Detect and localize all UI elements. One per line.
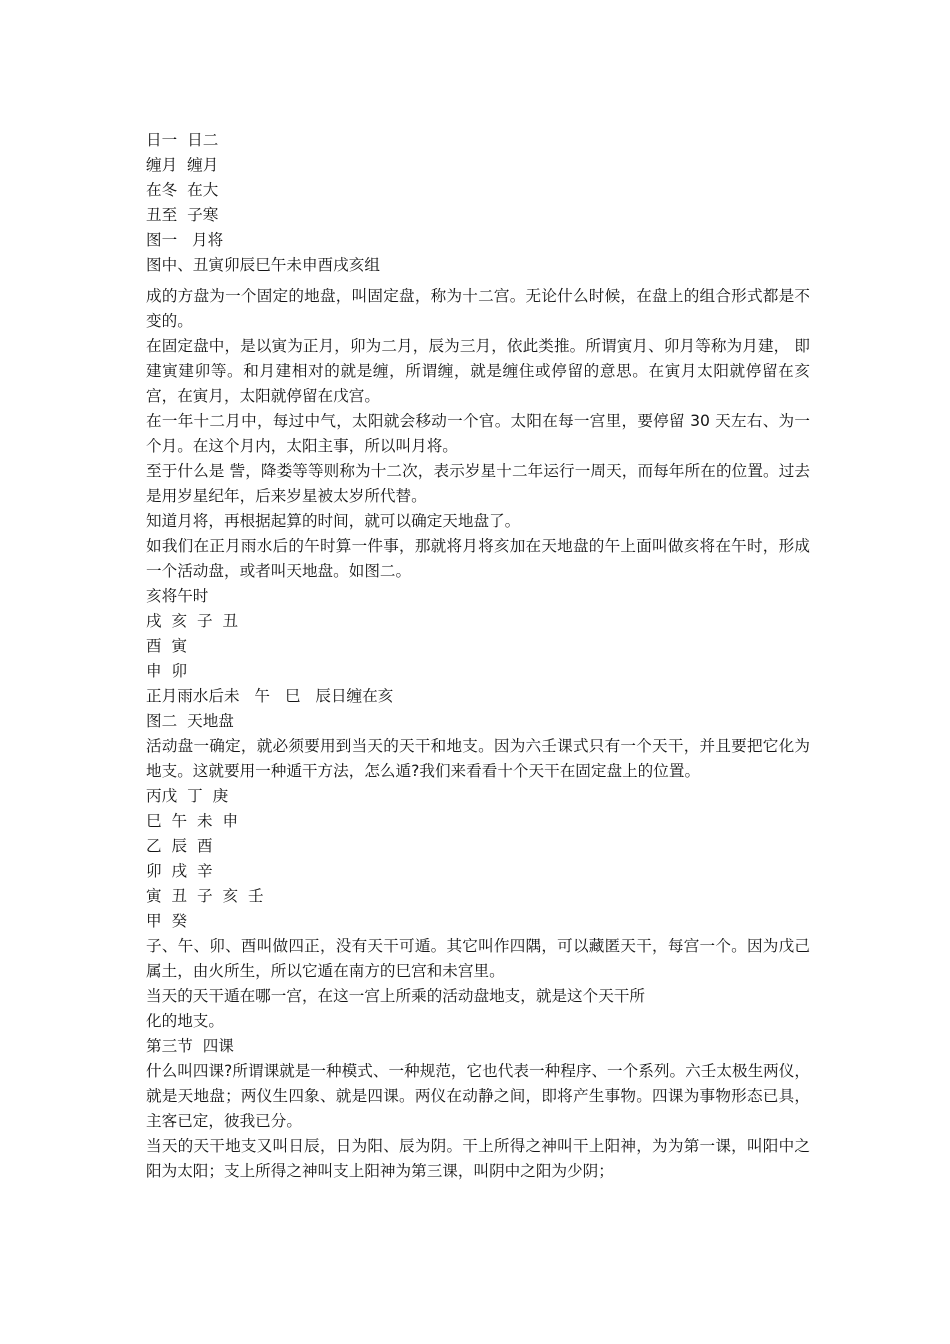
document-page	[146, 128, 810, 1184]
fig3-line-5: 寅 丑 子 亥 壬	[146, 887, 264, 905]
section-title: 第三节 四课	[146, 1037, 234, 1055]
paragraph-hidden-stem-line-2: 化的地支。	[146, 1012, 224, 1030]
fig3-line-4: 卯 戌 辛	[146, 862, 213, 880]
fig1-description-line: 图中、丑寅卯辰巳午未申酉戌亥组	[146, 256, 380, 274]
paragraph-month-builder: 在固定盘中，是以寅为正月，卯为二月，辰为三月，依此类推。所谓寅月、卯月等称为月建， 即建寅建卯等。和月建相对的就是缠，所谓缠，就是缠住或停留的意思。在寅月太阳就停留在亥宫，在寅月，太阳就停留在戊宫。	[146, 337, 810, 405]
fig1-caption: 图一 月将	[146, 231, 224, 249]
paragraph-month-general: 在一年十二月中，每过中气，太阳就会移动一个官。太阳在每一宫里，要停留 30 天左右、为一个月。在这个月内，太阳主事，所以叫月将。	[146, 412, 810, 455]
fig1-line-3: 在冬 在大	[146, 181, 219, 199]
fig2-caption: 图二 天地盘	[146, 712, 234, 730]
paragraph-hidden-stem-line-1: 当天的天干遁在哪一宫，在这一宫上所乘的活动盘地支，就是这个天干所	[146, 987, 646, 1005]
fig1-line-1: 日一 日二	[146, 131, 219, 149]
fig3-line-3: 乙 辰 酉	[146, 837, 213, 855]
fig2-line-2: 戌 亥 子 丑	[146, 612, 239, 630]
paragraph-fixed-plate: 成的方盘为一个固定的地盘，叫固定盘，称为十二宫。无论什么时候，在盘上的组合形式都是不变的。	[146, 287, 810, 330]
fig2-line-4: 申 卯	[146, 662, 188, 680]
paragraph-twelve-stations: 至于什么是 訾，降娄等等则称为十二次，表示岁星十二年运行一周天，而每年所在的位置。过去是用岁星纪年，后来岁星被太岁所代替。	[146, 462, 810, 505]
fig2-line-3: 酉 寅	[146, 637, 188, 655]
paragraph-day-branch: 当天的天干地支又叫日辰，日为阳、辰为阴。干上所得之神叫干上阳神，为为第一课，叫阳中之阳为太阳；支上所得之神叫支上阳神为第三课，叫阴中之阳为少阴；	[146, 1137, 810, 1180]
paragraph-four-corners: 子、午、卯、酉叫做四正，没有天干可遁。其它叫作四隅，可以藏匿天干，每宫一个。因为戊己属土，由火所生，所以它遁在南方的巳宫和未宫里。	[146, 937, 810, 980]
paragraph-active-plate: 活动盘一确定，就必须要用到当天的天干和地支。因为六壬课式只有一个天干，并且要把它化为地支。这就要用一种遁干方法，怎么遁?我们来看看十个天干在固定盘上的位置。	[146, 737, 810, 780]
paragraph-example: 如我们在正月雨水后的午时算一件事，那就将月将亥加在天地盘的午上面叫做亥将在午时，形成一个活动盘，或者叫天地盘。如图二。	[146, 537, 810, 580]
fig3-line-1: 丙戊 丁 庚	[146, 787, 229, 805]
fig1-line-4: 丑至 子寒	[146, 206, 219, 224]
fig3-line-6: 甲 癸	[146, 912, 188, 930]
fig3-line-2: 巳 午 未 申	[146, 812, 239, 830]
fig2-line-1: 亥将午时	[146, 587, 209, 605]
fig2-line-5: 正月雨水后未 午 巳 辰日缠在亥	[146, 687, 394, 705]
fig1-line-2: 缠月 缠月	[146, 156, 219, 174]
paragraph-four-lessons: 什么叫四课?所谓课就是一种模式、一种规范，它也代表一种程序、一个系列。六壬太极生两仪，就是天地盘；两仪生四象、就是四课。两仪在动静之间，即将产生事物。四课为事物形态已具，主客已定，彼我已分。	[146, 1062, 810, 1130]
paragraph-determine-plate: 知道月将，再根据起算的时间，就可以确定天地盘了。	[146, 512, 521, 530]
